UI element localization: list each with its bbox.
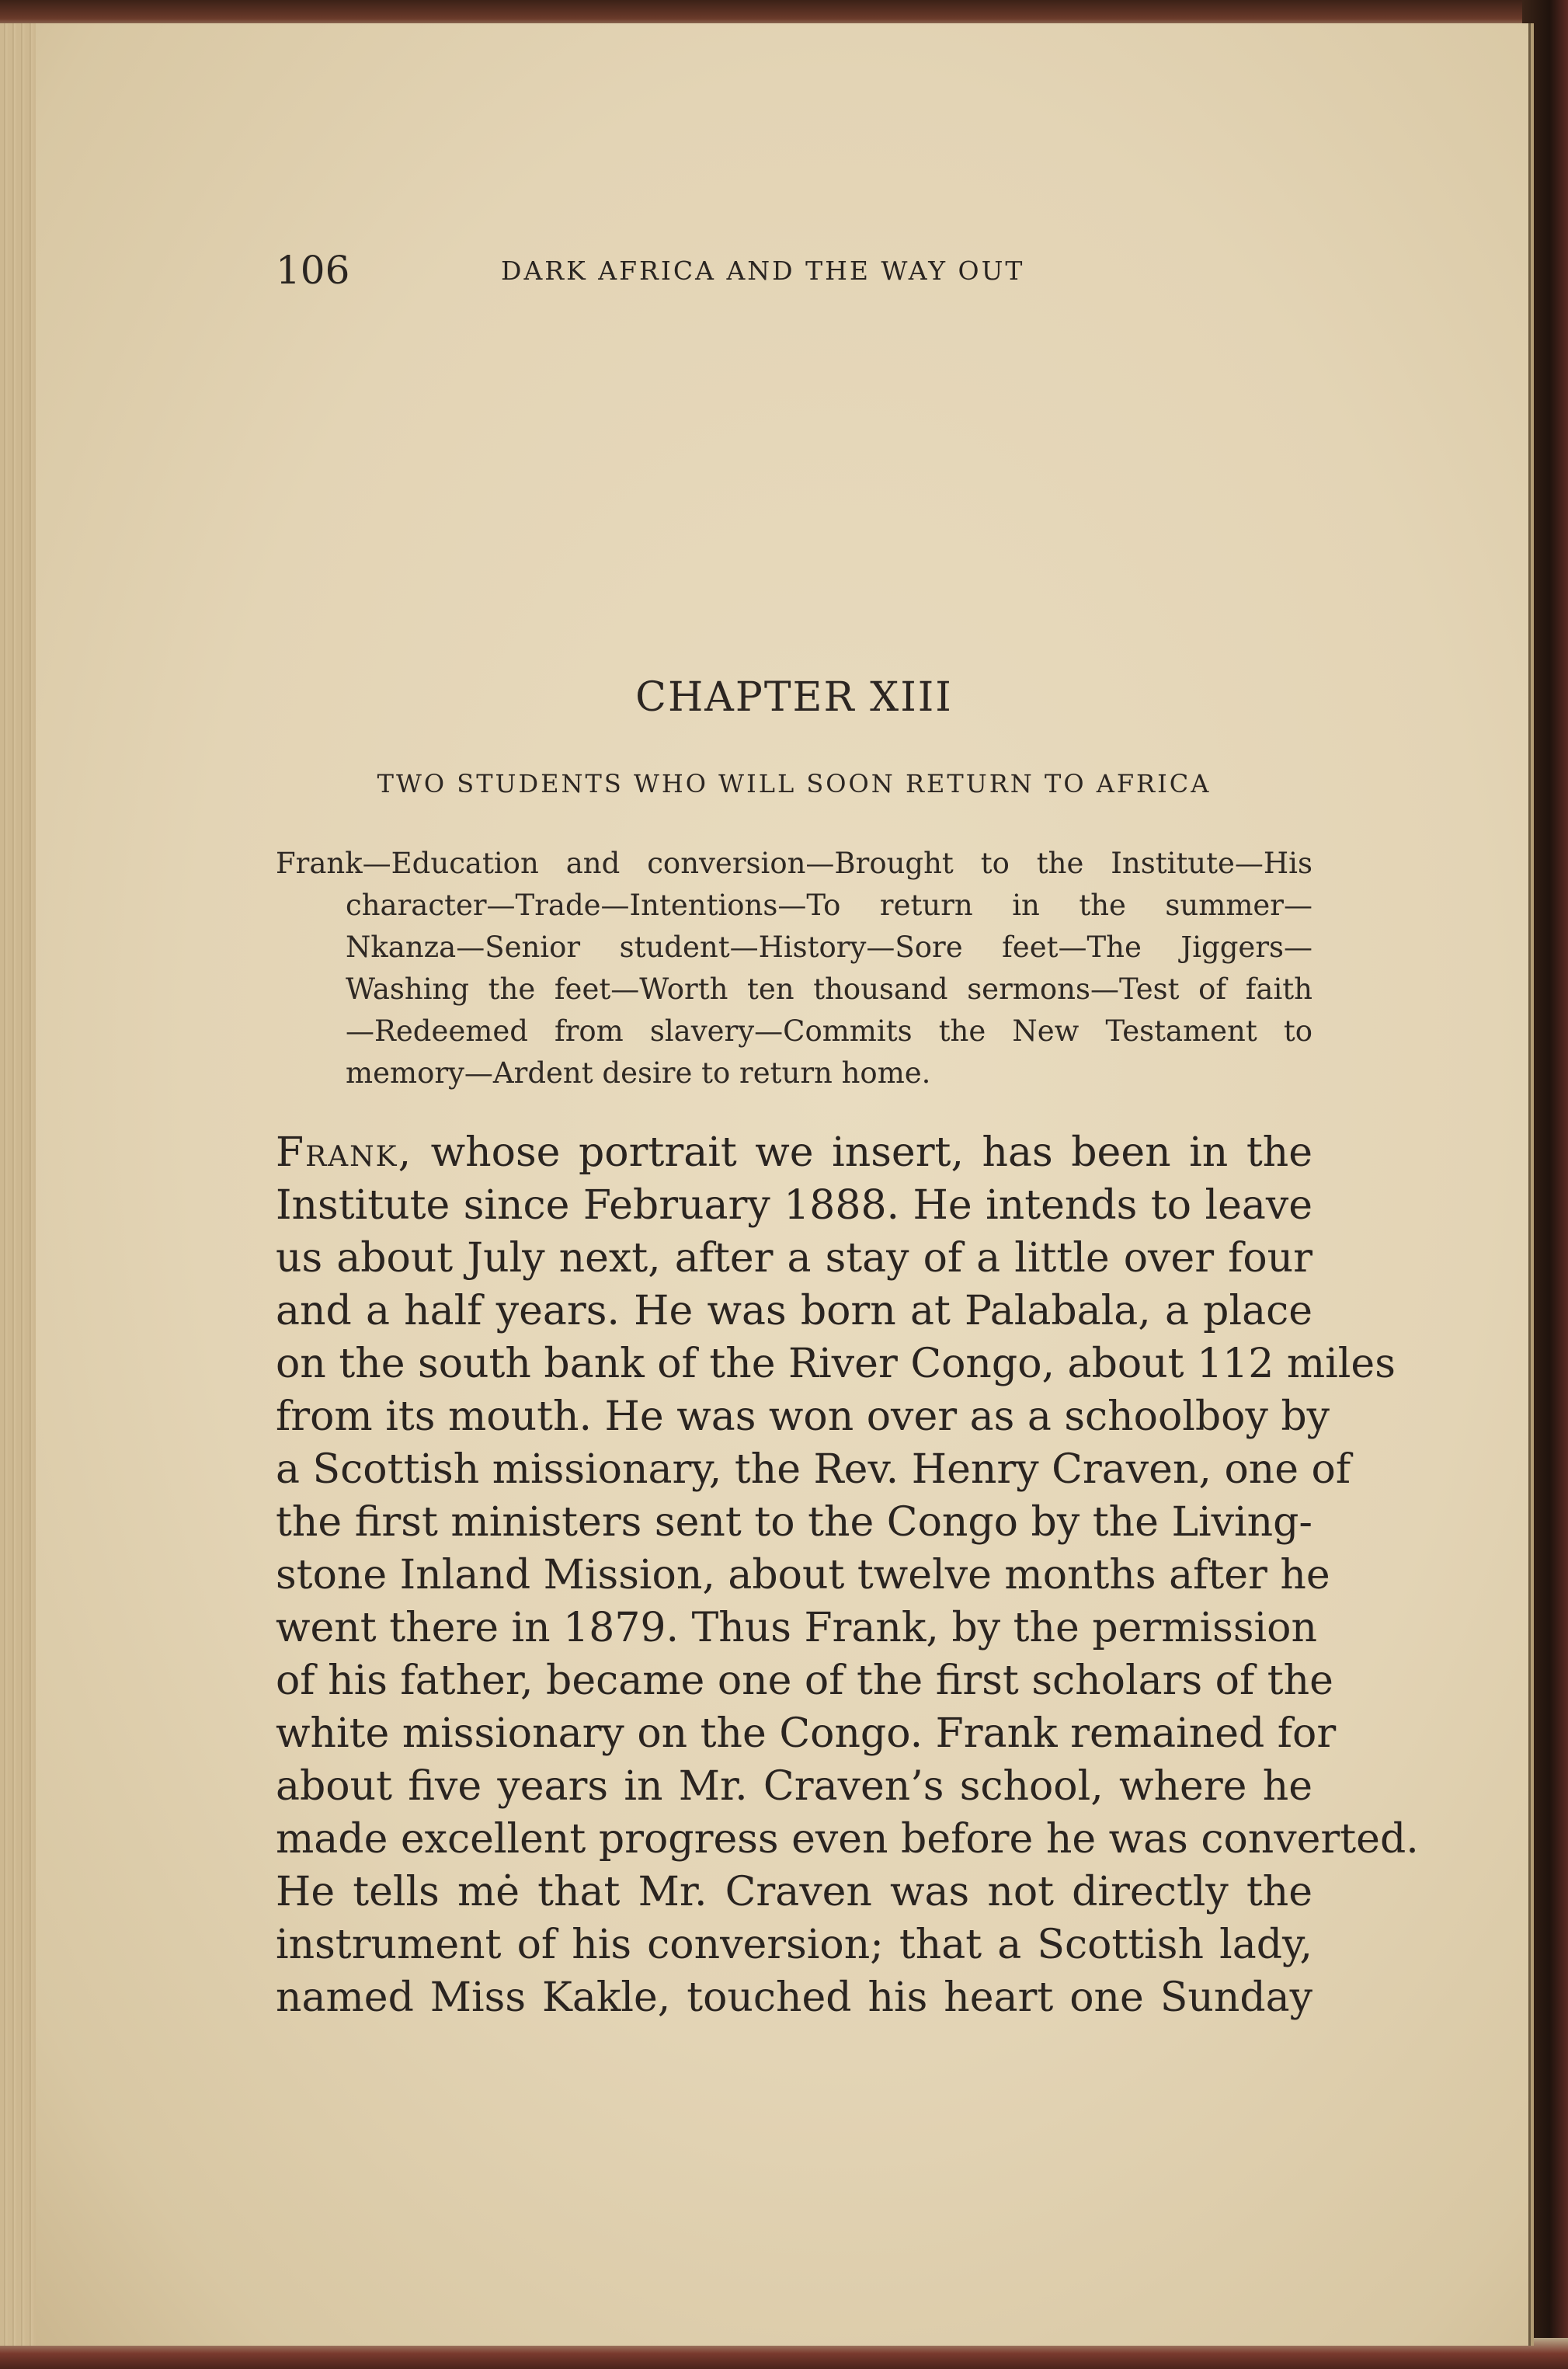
running-head [276, 247, 1312, 294]
body-line: about five years in Mr. Craven’s school, where he [276, 1763, 1312, 1810]
body-text [276, 1126, 1419, 2024]
synopsis-line: Washing the feet—Worth ten thousand sermons—Test of faith [346, 972, 1312, 1006]
body-line: and a half years. He was born at Palabala, a place [276, 1288, 1312, 1334]
synopsis-line: —Redeemed from slavery—Commits the New Testament to [346, 1014, 1312, 1048]
page-gutter-line [1528, 23, 1531, 2346]
synopsis-line: Nkanza—Senior student—History—Sore feet—The Jiggers— [346, 931, 1312, 964]
chapter-title: TWO STUDENTS WHO WILL SOON RETURN TO AFRICA [377, 769, 1212, 798]
body-line: made excellent progress even before he was converted. [276, 1816, 1419, 1863]
body-line: the first ministers sent to the Congo by the Living- [276, 1499, 1312, 1546]
body-line-first [276, 1126, 1312, 1179]
body-line: instrument of his conversion; that a Scottish lady, [276, 1922, 1312, 1968]
body-line: He tells mė that Mr. Craven was not directly the [276, 1869, 1312, 1915]
body-line: white missionary on the Congo. Frank remained for [276, 1710, 1337, 1757]
body-line: from its mouth. He was won over as a schoolboy by [276, 1393, 1330, 1440]
first-line-rest: whose portrait we insert, has been in the [412, 1129, 1312, 1176]
body-line: us about July next, after a stay of a little over four [276, 1235, 1312, 1282]
body-line: named Miss Kakle, touched his heart one Sunday [276, 1974, 1312, 2021]
body-line: Institute since February 1888. He intends to leave [276, 1182, 1312, 1229]
body-line: on the south bank of the River Congo, about 112 miles [276, 1341, 1396, 1387]
synopsis-line: memory—Ardent desire to return home. [346, 1056, 931, 1090]
running-title: DARK AFRICA AND THE WAY OUT [501, 256, 1025, 286]
body-line: of his father, became one of the first scholars of the [276, 1658, 1333, 1704]
page-number: 106 [276, 248, 350, 293]
body-line: stone Inland Mission, about twelve months after he [276, 1552, 1330, 1598]
page-leaf-edges [0, 23, 36, 2346]
lead-word: Frank, [276, 1129, 413, 1176]
synopsis-line: character—Trade—Intentions—To return in the summer— [346, 889, 1312, 922]
body-line: a Scottish missionary, the Rev. Henry Craven, one of [276, 1446, 1351, 1493]
chapter-synopsis [276, 843, 1312, 1094]
body-line: went there in 1879. Thus Frank, by the permission [276, 1605, 1317, 1651]
chapter-number: CHAPTER XIII [635, 674, 953, 721]
synopsis-line: Frank—Education and conversion—Brought to the Institute—His [276, 847, 1312, 880]
